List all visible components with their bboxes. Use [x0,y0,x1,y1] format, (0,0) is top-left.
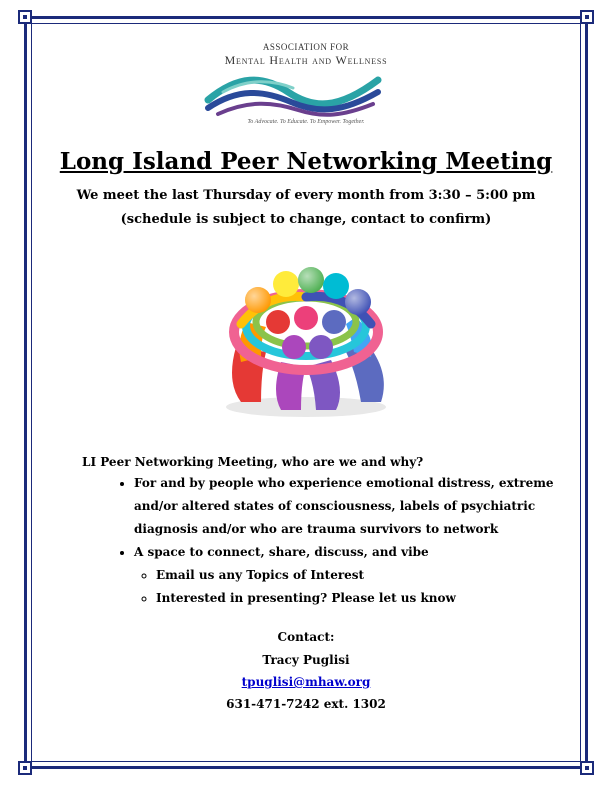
logo-waves-icon [203,70,383,118]
contact-email-link[interactable]: tpuglisi@mhaw.org [241,675,371,689]
page-title: Long Island Peer Networking Meeting [59,148,553,175]
border-corner-top-left [18,10,32,24]
schedule-line-2: (schedule is subject to change, contact to confirm) [120,212,492,227]
section-heading: LI Peer Networking Meeting, who are we and why? [82,455,424,469]
sub-list-item-presenting: ◦ Interested in presenting? Please let us know [156,587,574,610]
schedule-line-1: We meet the last Thursday of every month from 3:30 – 5:00 pm [76,188,536,203]
border-corner-bottom-left [18,761,32,775]
logo-line-1: ASSOCIATION FOR [262,42,350,52]
list-item-space-text: A space to connect, share, discuss, and vibe [134,545,429,559]
contact-phone: 631-471-7242 ext. 1302 [226,697,386,711]
list-item-space [134,541,574,610]
logo-line-2: Mental Health and Wellness [224,53,388,67]
list-item-audience: • For and by people who experience emotional distress, extreme and/or altered states of consciousness, labels of psychiatric diagnosis and/or who are trauma survivors to network [134,472,574,541]
sub-list [134,564,574,610]
contact-label: Contact: [277,630,335,644]
sub-list-item-topics: ◦ Email us any Topics of Interest [156,564,574,587]
border-corner-top-right [580,10,594,24]
border-corner-bottom-right [580,761,594,775]
about-list [114,472,574,610]
logo-tagline: To Advocate. To Educate. To Empower. Together. [247,119,365,125]
contact-name: Tracy Puglisi [262,653,350,667]
people-circle-illustration [206,252,406,422]
